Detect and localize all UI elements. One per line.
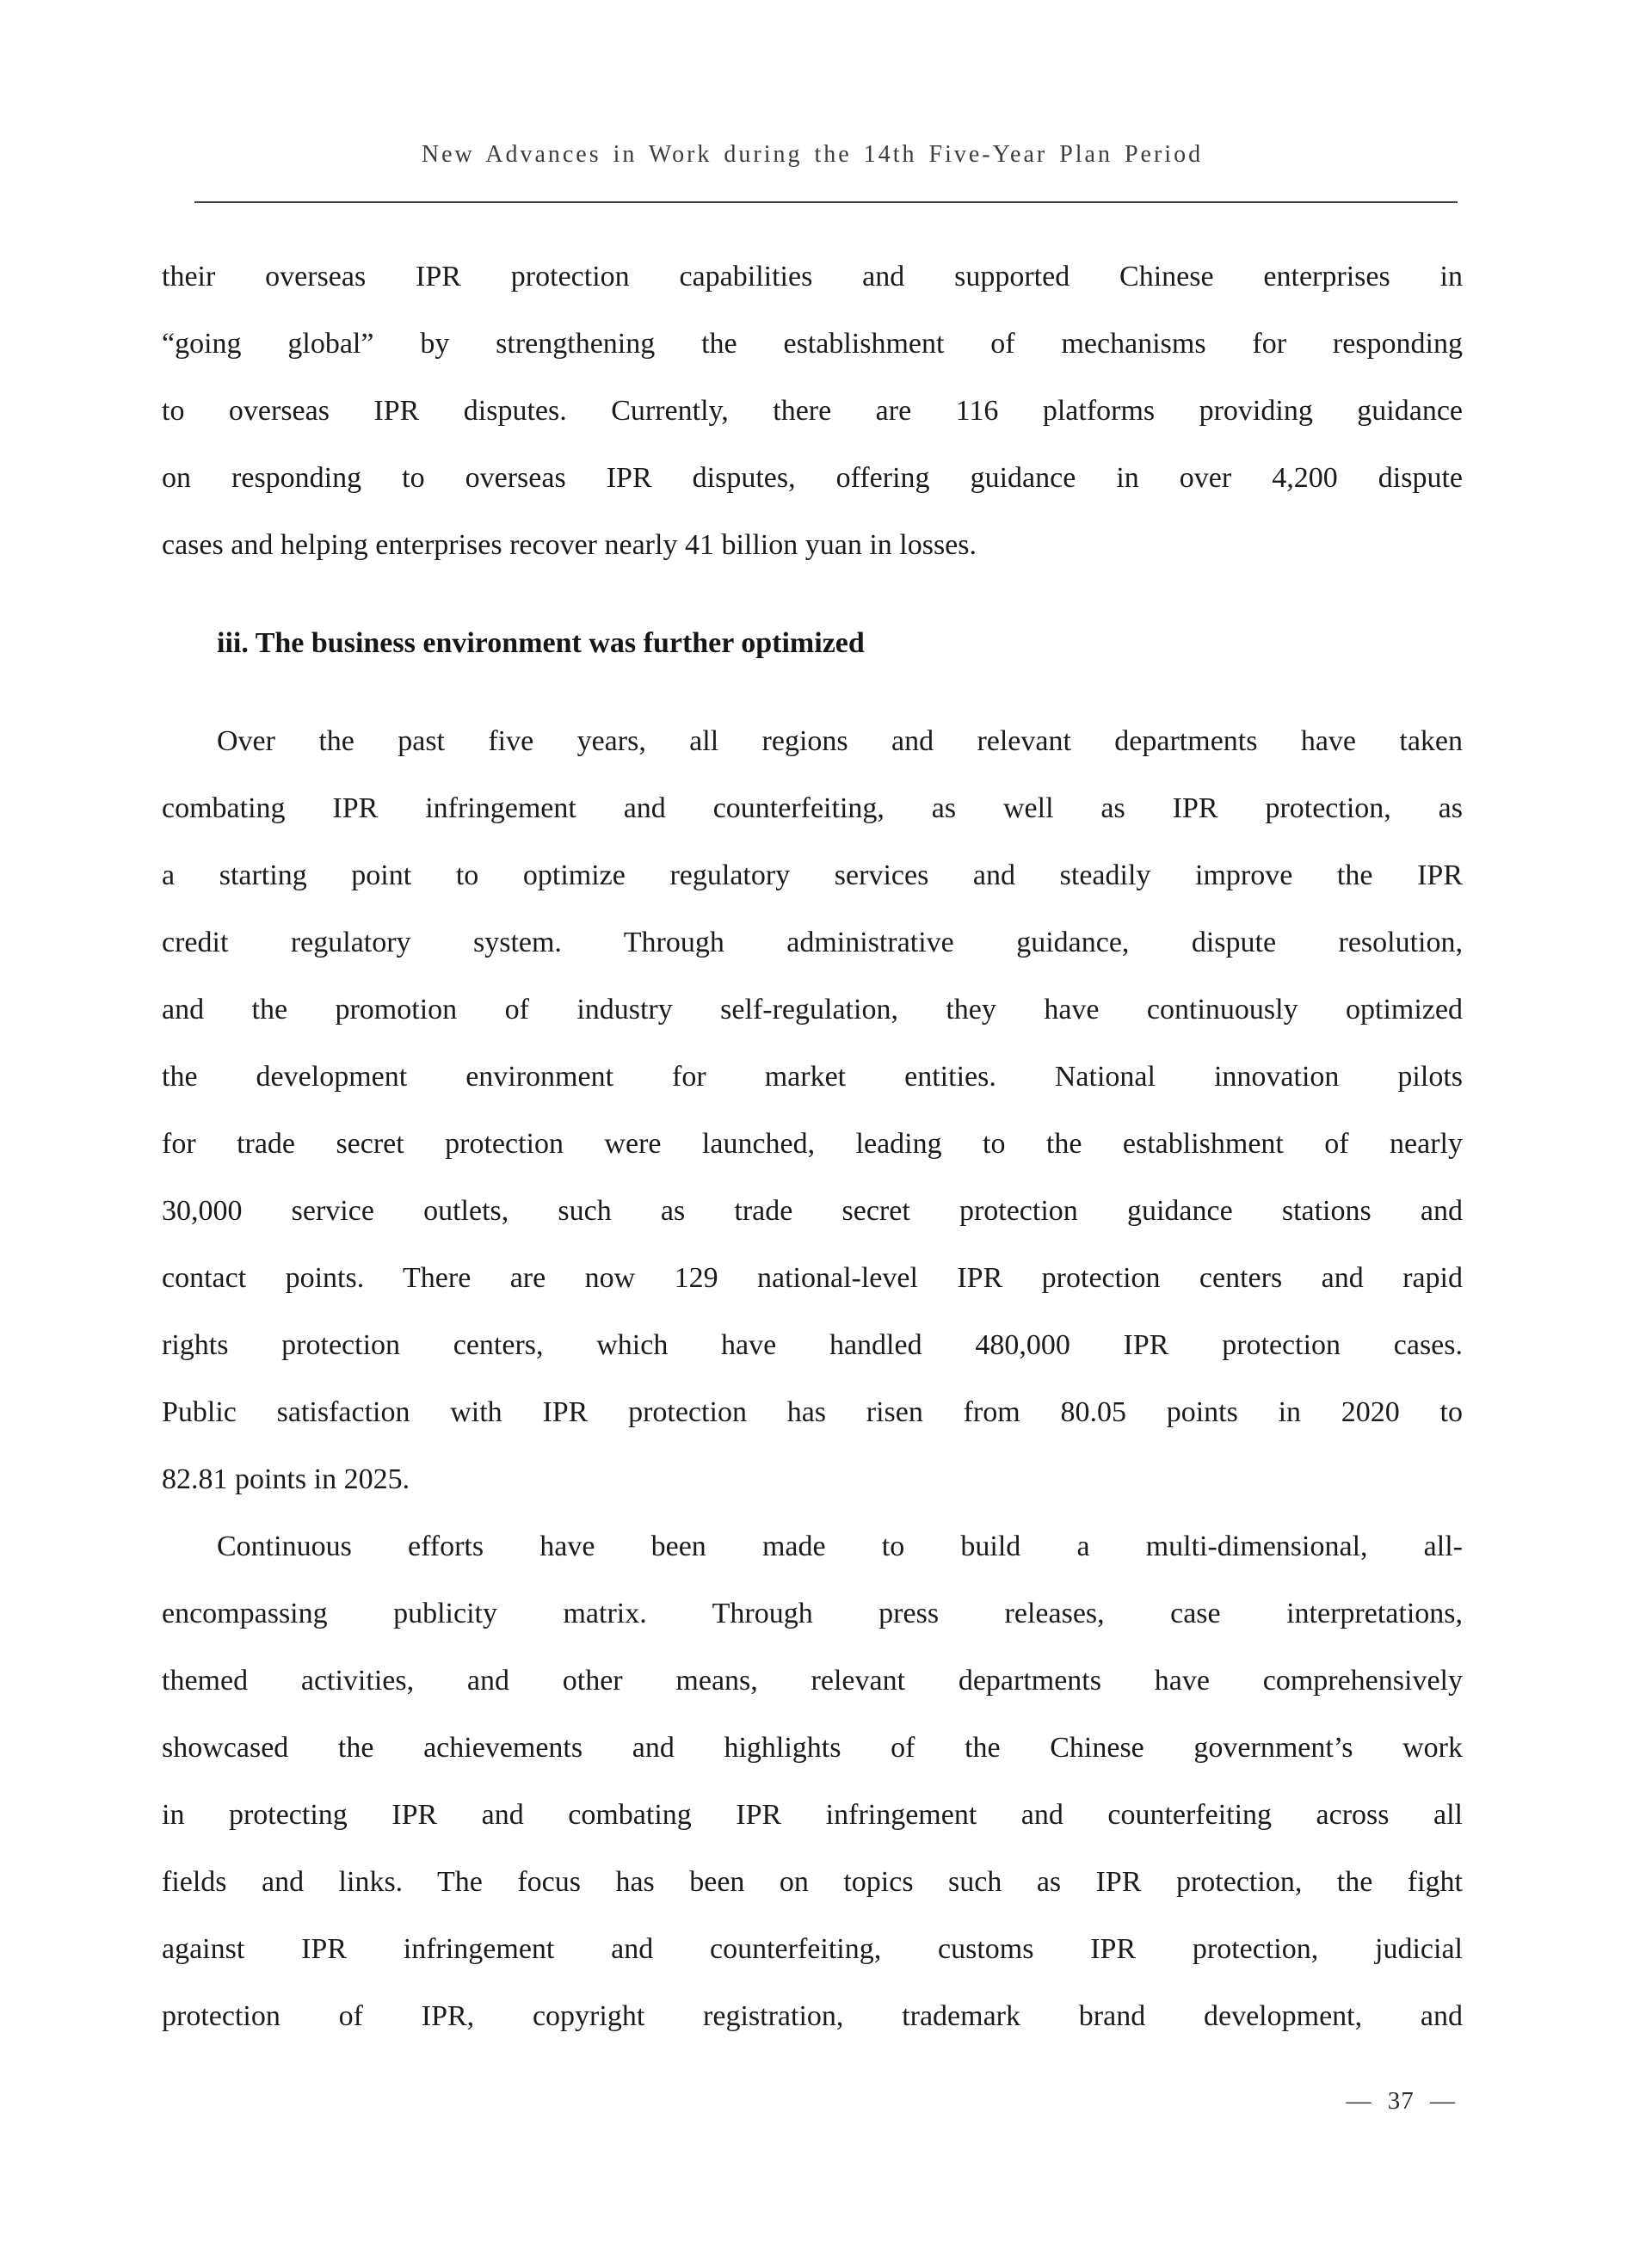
section-heading: iii. The business environment was further optimized [217,627,865,659]
content-column [162,0,1463,2050]
text-line: Continuous efforts have been made to build a multi-dimensional, all- [217,1531,1463,1562]
text-line: 30,000 service outlets, such as trade secret protection guidance stations and [162,1195,1463,1227]
text-line: rights protection centers, which have handled 480,000 IPR protection cases. [162,1329,1463,1361]
text-line: and the promotion of industry self-regulation, they have continuously optimized [162,994,1463,1026]
text-line: “going global” by strengthening the establishment of mechanisms for responding [162,328,1463,360]
text-line: showcased the achievements and highlights of the Chinese government’s work [162,1732,1463,1764]
text-line: Public satisfaction with IPR protection has risen from 80.05 points in 2020 to [162,1396,1463,1428]
text-line: cases and helping enterprises recover nearly 41 billion yuan in losses. [162,529,977,561]
page-body [162,243,1463,2050]
text-line: to overseas IPR disputes. Currently, there are 116 platforms providing guidance [162,395,1463,427]
header-rule [194,201,1458,203]
text-line: the development environment for market entities. National innovation pilots [162,1061,1463,1093]
page-number: — 37 — [1346,2087,1456,2115]
text-line: in protecting IPR and combating IPR infringement and counterfeiting across all [162,1799,1463,1831]
text-line: encompassing publicity matrix. Through press releases, case interpretations, [162,1598,1463,1629]
text-line: their overseas IPR protection capabilities and supported Chinese enterprises in [162,261,1463,293]
text-line: Over the past five years, all regions and relevant departments have taken [217,725,1463,757]
text-line: 82.81 points in 2025. [162,1463,410,1495]
text-line: a starting point to optimize regulatory services and steadily improve the IPR [162,859,1463,891]
text-line: protection of IPR, copyright registration, trademark brand development, and [162,2000,1463,2032]
text-line: themed activities, and other means, relevant departments have comprehensively [162,1665,1463,1697]
text-line: for trade secret protection were launched, leading to the establishment of nearly [162,1128,1463,1160]
header-title: New Advances in Work during the 14th Five-Year Plan Period [421,141,1204,168]
page-footer [1347,2085,1457,2116]
text-line: credit regulatory system. Through administrative guidance, dispute resolution, [162,927,1463,958]
text-line: contact points. There are now 129 national-level IPR protection centers and rapid [162,1262,1463,1294]
running-header [162,0,1463,203]
text-line: on responding to overseas IPR disputes, offering guidance in over 4,200 dispute [162,462,1463,494]
text-line: against IPR infringement and counterfeiting, customs IPR protection, judicial [162,1933,1463,1965]
text-line: combating IPR infringement and counterfeiting, as well as IPR protection, as [162,792,1463,824]
text-line: fields and links. The focus has been on topics such as IPR protection, the fight [162,1866,1463,1898]
